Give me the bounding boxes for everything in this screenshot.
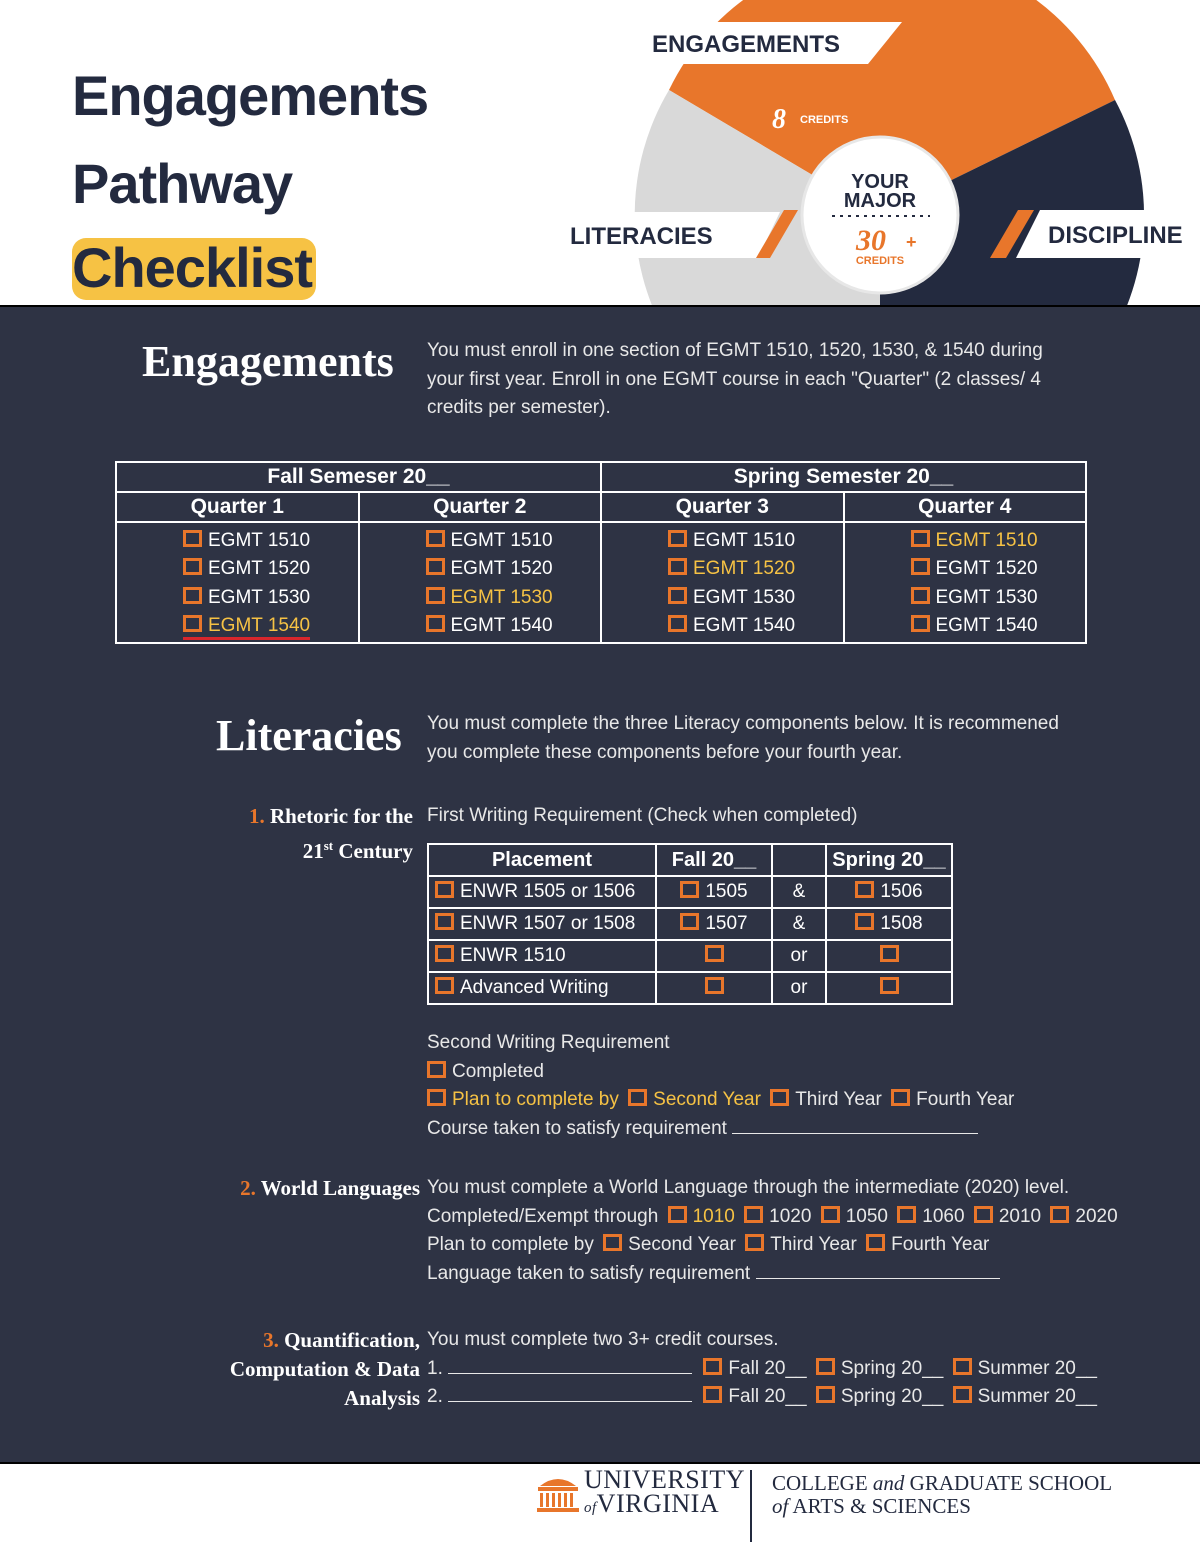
major-line-1: YOUR	[851, 171, 909, 193]
checkbox[interactable]	[426, 615, 445, 632]
checkbox[interactable]	[435, 881, 454, 898]
world-languages-label: 2. World Languages	[240, 1176, 420, 1200]
quantification-label: 3. Quantification, Computation & Data Analysis	[229, 1328, 420, 1410]
checkbox[interactable]	[435, 913, 454, 930]
plan-options	[427, 1086, 1147, 1115]
level-1050[interactable]: 1050	[845, 1205, 888, 1227]
table-row	[428, 876, 952, 908]
checkbox[interactable]	[703, 1358, 722, 1375]
checkbox[interactable]	[1050, 1206, 1069, 1223]
q3-egmt-1530[interactable]: EGMT 1530	[668, 584, 843, 612]
level-2010[interactable]: 2010	[998, 1205, 1042, 1227]
checkbox[interactable]	[911, 587, 930, 604]
checkbox[interactable]	[426, 530, 445, 547]
placement-header: Placement	[428, 844, 656, 876]
discipline-label: DISCIPLINE	[1048, 222, 1183, 249]
quant-course-row-2: 2. Fall 20__ Spring 20__ Summer 20__	[427, 1383, 1167, 1412]
fall-header: Fall 20__	[656, 844, 772, 876]
eng-desc-line-2: your first year. Enroll in one EGMT course in each "Quarter" (2 classes/ 4	[427, 368, 1042, 390]
eng-desc-line-1: You must enroll in one section of EGMT 1510, 1520, 1530, & 1540 during	[427, 340, 1043, 361]
spring-cell[interactable]: 1506	[826, 876, 952, 908]
checkbox[interactable]	[668, 558, 687, 575]
checkbox[interactable]	[816, 1386, 835, 1403]
quarter-2-header: Quarter 2	[359, 492, 602, 522]
q4-egmt-1540[interactable]: EGMT 1540	[911, 612, 1086, 640]
spring-semester-header: Spring Semester 20__	[601, 462, 1086, 492]
engagements-label: ENGAGEMENTS	[652, 31, 841, 58]
fall-cell[interactable]	[656, 972, 772, 1004]
conj-cell: or	[772, 972, 826, 1004]
checkbox[interactable]	[855, 913, 874, 930]
summer-option[interactable]: Summer 20__	[977, 1357, 1097, 1379]
fall-cell[interactable]	[656, 940, 772, 972]
spring-option[interactable]: Spring 20__	[840, 1386, 944, 1407]
rotunda-logo-icon	[536, 1470, 580, 1514]
checkbox[interactable]	[183, 615, 202, 632]
second-writing-block	[427, 1029, 1147, 1143]
rhetoric-label: 1. Rhetoric for the 21st Century	[248, 804, 413, 863]
checkbox[interactable]	[880, 945, 899, 962]
checkbox[interactable]	[435, 977, 454, 994]
checkbox[interactable]	[855, 881, 874, 898]
title-line-1: Engagements	[72, 64, 429, 127]
quant-course-row-1: 1. Fall 20__ Spring 20__ Summer 20__	[427, 1355, 1167, 1384]
table-row	[428, 908, 952, 940]
checkbox[interactable]	[680, 881, 699, 898]
checkbox[interactable]	[426, 558, 445, 575]
spring-cell[interactable]	[826, 972, 952, 1004]
engagements-heading: Engagements	[142, 337, 394, 386]
q2-egmt-1530[interactable]: EGMT 1530	[426, 584, 601, 612]
college-wordmark: COLLEGE and GRADUATE SCHOOL of ARTS & SCIENCES	[772, 1471, 1113, 1518]
title-line-3: Checklist	[72, 238, 316, 300]
lang-third-year[interactable]: Third Year	[770, 1234, 857, 1255]
checkbox[interactable]	[705, 977, 724, 994]
q2-egmt-1510[interactable]: EGMT 1510	[426, 527, 601, 555]
pathway-pie-graphic	[560, 0, 1200, 305]
checkbox[interactable]	[628, 1089, 647, 1106]
conj-cell: &	[772, 876, 826, 908]
checkbox[interactable]	[897, 1206, 916, 1223]
languages-plan-row: Plan to complete by Second Year Third Year Fourth Year	[427, 1234, 990, 1255]
q2-egmt-1540[interactable]: EGMT 1540	[426, 612, 601, 640]
quant-description: You must complete two 3+ credit courses.	[427, 1329, 779, 1350]
checkbox[interactable]	[891, 1089, 910, 1106]
q4-egmt-1510[interactable]: EGMT 1510	[911, 527, 1086, 555]
literacies-description	[427, 710, 1127, 767]
course-taken-blank[interactable]	[732, 1115, 978, 1134]
checkbox[interactable]	[974, 1206, 993, 1223]
plan-label: Plan to complete by	[452, 1089, 619, 1110]
major-credits-number: 30	[856, 224, 886, 257]
course-2-blank[interactable]	[448, 1383, 692, 1402]
checkbox[interactable]	[680, 913, 699, 930]
checkbox[interactable]	[427, 1061, 446, 1078]
checkbox[interactable]	[821, 1206, 840, 1223]
q1-egmt-1510[interactable]: EGMT 1510	[183, 527, 358, 555]
placement-cell[interactable]: ENWR 1505 or 1506	[428, 876, 656, 908]
conj-header	[772, 844, 826, 876]
completed-option[interactable]: Completed	[427, 1058, 1147, 1087]
checkbox[interactable]	[668, 615, 687, 632]
eng-credits-number: 8	[772, 104, 786, 135]
level-2020[interactable]: 2020	[1075, 1205, 1118, 1227]
third-year-option[interactable]: Third Year	[795, 1089, 882, 1110]
world-languages-block	[427, 1174, 1167, 1288]
summer-option[interactable]: Summer 20__	[977, 1386, 1097, 1407]
checkbox[interactable]	[953, 1358, 972, 1375]
q2-egmt-1520[interactable]: EGMT 1520	[426, 555, 601, 583]
checkbox[interactable]	[426, 587, 445, 604]
major-credits-plus: +	[906, 232, 917, 252]
checkbox[interactable]	[816, 1358, 835, 1375]
quarter-4-header: Quarter 4	[844, 492, 1087, 522]
eng-credits-word: CREDITS	[800, 114, 849, 126]
fall-option[interactable]: Fall 20__	[728, 1386, 807, 1407]
q1-egmt-1530[interactable]: EGMT 1530	[183, 584, 358, 612]
second-year-option[interactable]: Second Year	[653, 1089, 761, 1110]
spring-option[interactable]: Spring 20__	[840, 1357, 944, 1379]
checkbox[interactable]	[744, 1206, 763, 1223]
major-line-2: MAJOR	[843, 190, 917, 212]
checkbox[interactable]	[953, 1386, 972, 1403]
first-writing-requirement: First Writing Requirement (Check when completed)	[427, 805, 858, 826]
major-credits-word: CREDITS	[855, 255, 905, 267]
checkbox[interactable]	[911, 615, 930, 632]
fourth-year-option[interactable]: Fourth Year	[916, 1089, 1015, 1110]
checkbox[interactable]	[866, 1234, 885, 1251]
q3-egmt-1540[interactable]: EGMT 1540	[668, 612, 843, 640]
table-row	[428, 940, 952, 972]
q4-egmt-1520[interactable]: EGMT 1520	[911, 555, 1086, 583]
level-1010[interactable]: 1010	[692, 1205, 735, 1227]
spring-cell[interactable]: 1508	[826, 908, 952, 940]
spring-header: Spring 20__	[826, 844, 952, 876]
checkbox[interactable]	[880, 977, 899, 994]
checkbox[interactable]	[703, 1386, 722, 1403]
literacies-label: LITERACIES	[570, 223, 713, 250]
footer-divider	[750, 1470, 752, 1542]
checkbox[interactable]	[705, 945, 724, 962]
checkbox[interactable]	[745, 1234, 764, 1251]
fall-semester-header: Fall Semeser 20__	[116, 462, 601, 492]
fall-cell[interactable]: 1507	[656, 908, 772, 940]
checkbox[interactable]	[668, 1206, 687, 1223]
checkbox[interactable]	[427, 1089, 446, 1106]
lit-desc-line-2: you complete these components before your fourth year.	[427, 741, 903, 763]
quantification-block	[427, 1326, 1167, 1412]
language-taken-blank[interactable]	[756, 1260, 1000, 1279]
engagements-table	[115, 461, 1087, 644]
languages-description: You must complete a World Language through the intermediate (2020) level.	[427, 1177, 1070, 1198]
spring-cell[interactable]	[826, 940, 952, 972]
q4-egmt-1530[interactable]: EGMT 1530	[911, 584, 1086, 612]
quarter-2-options	[359, 522, 602, 643]
placement-cell[interactable]: ENWR 1507 or 1508	[428, 908, 656, 940]
language-taken-row: Language taken to satisfy requirement	[427, 1260, 1167, 1289]
lit-desc-line-1: You must complete the three Literacy components below. It is recommened	[427, 713, 1059, 734]
q1-egmt-1520[interactable]: EGMT 1520	[183, 555, 358, 583]
quarter-4-options	[844, 522, 1087, 643]
checkbox[interactable]	[668, 587, 687, 604]
conj-cell: &	[772, 908, 826, 940]
checkbox[interactable]	[183, 558, 202, 575]
placement-cell[interactable]: ENWR 1510	[428, 940, 656, 972]
checkbox[interactable]	[770, 1089, 789, 1106]
level-1020[interactable]: 1020	[769, 1205, 812, 1227]
uva-wordmark: UNIVERSITY ofVIRGINIA	[584, 1465, 745, 1518]
lang-fourth-year[interactable]: Fourth Year	[891, 1234, 990, 1255]
completed-exempt-row: Completed/Exempt through 1010 1020 1050 1060 2010 2020	[427, 1205, 1118, 1227]
checkbox[interactable]	[668, 530, 687, 547]
fall-option[interactable]: Fall 20__	[728, 1357, 807, 1379]
checkbox[interactable]	[911, 558, 930, 575]
quarter-1-header: Quarter 1	[116, 492, 359, 522]
level-1060[interactable]: 1060	[922, 1205, 965, 1227]
quarter-1-options	[116, 522, 359, 643]
q3-egmt-1510[interactable]: EGMT 1510	[668, 527, 843, 555]
checkbox[interactable]	[183, 587, 202, 604]
q1-egmt-1540[interactable]: EGMT 1540	[183, 612, 358, 640]
checkbox[interactable]	[603, 1234, 622, 1251]
lang-second-year[interactable]: Second Year	[628, 1234, 736, 1255]
conj-cell: or	[772, 940, 826, 972]
checkbox[interactable]	[911, 530, 930, 547]
q3-egmt-1520[interactable]: EGMT 1520	[668, 555, 843, 583]
quarter-3-options	[601, 522, 844, 643]
title-line-2: Pathway	[72, 152, 293, 215]
table-row	[428, 972, 952, 1004]
engagements-description	[427, 337, 1127, 423]
course-1-blank[interactable]	[448, 1355, 692, 1374]
placement-cell[interactable]: Advanced Writing	[428, 972, 656, 1004]
quarter-3-header: Quarter 3	[601, 492, 844, 522]
fall-cell[interactable]: 1505	[656, 876, 772, 908]
second-writing-requirement: Second Writing Requirement	[427, 1032, 670, 1053]
eng-desc-line-3: credits per semester).	[427, 397, 611, 418]
checkbox[interactable]	[435, 945, 454, 962]
writing-placement-table	[427, 843, 953, 1005]
course-taken-row: Course taken to satisfy requirement	[427, 1115, 1147, 1144]
checkbox[interactable]	[183, 530, 202, 547]
literacies-heading: Literacies	[216, 711, 402, 760]
